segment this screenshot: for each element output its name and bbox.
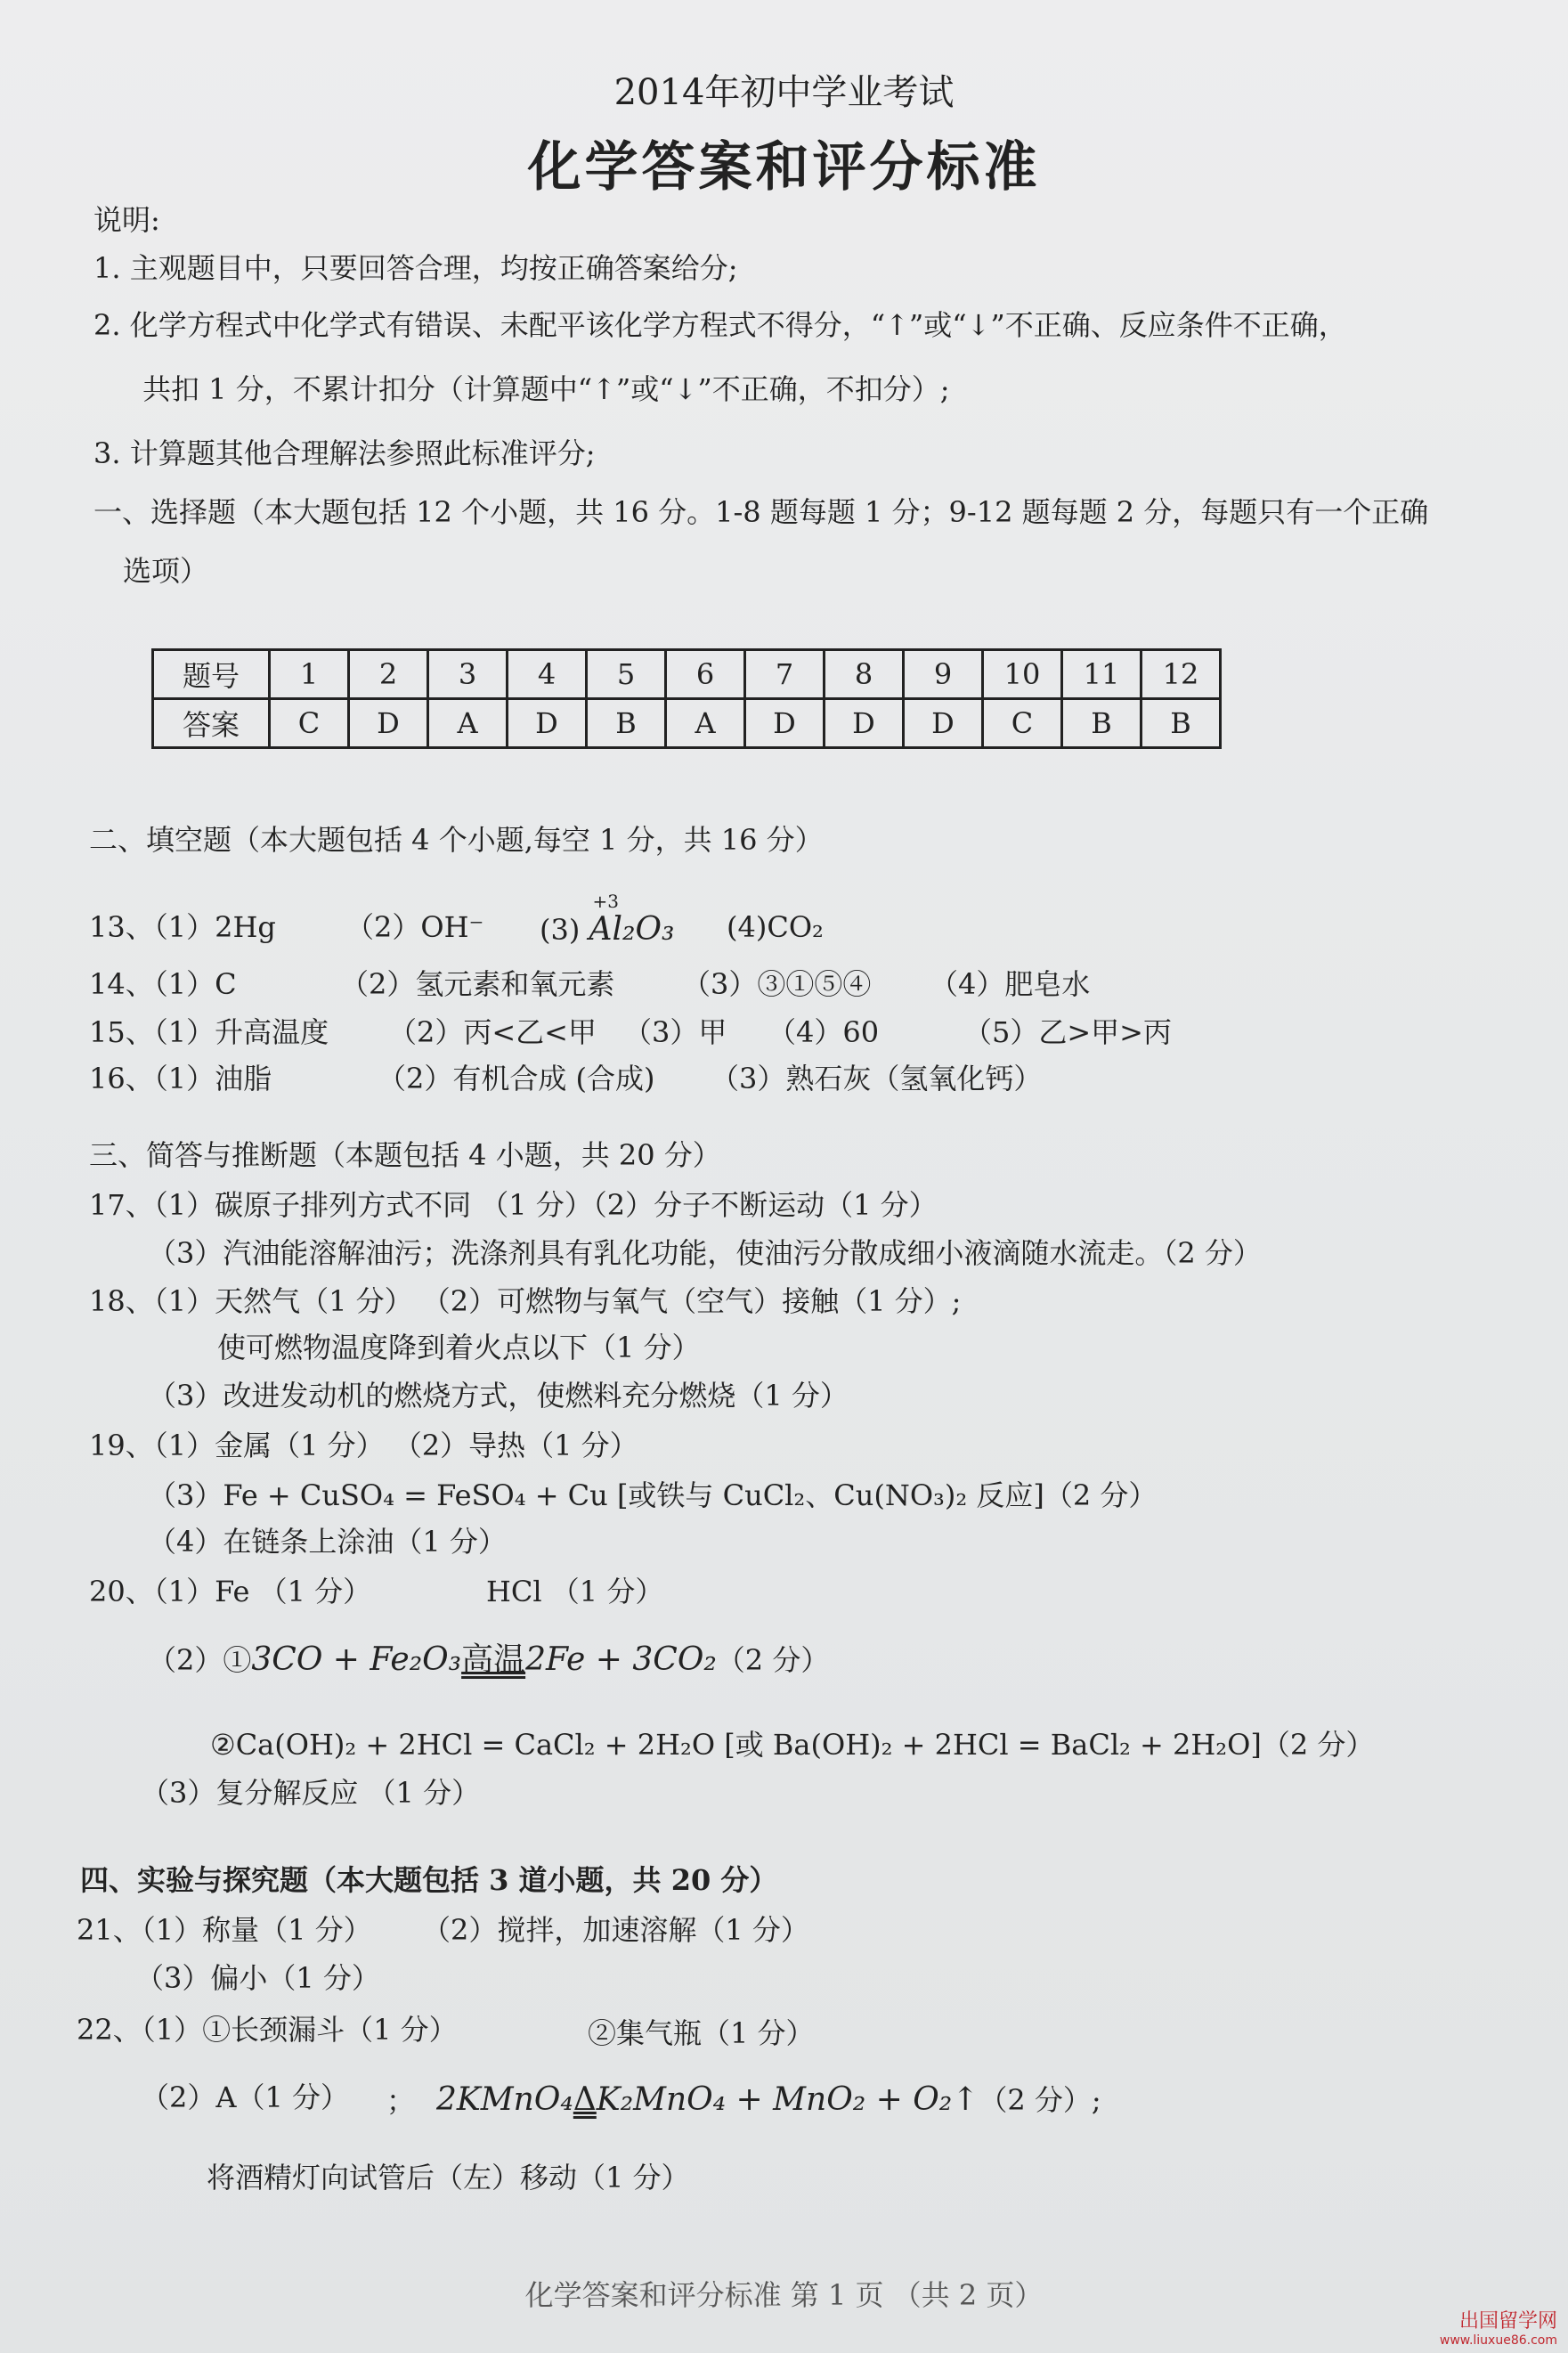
q16-part3: （3）熟石灰（氢氧化钙） bbox=[711, 1062, 1043, 1095]
q16-part2: （2）有机合成 (合成) bbox=[378, 1062, 655, 1095]
alumina-formula: Al₂O₃ bbox=[589, 911, 675, 948]
q22-heat-condition: Δ bbox=[573, 2081, 597, 2118]
note-1: 1. 主观题目中，只要回答合理，均按正确答案给分; bbox=[93, 251, 738, 285]
q22-line1b: ②集气瓶（1 分） bbox=[588, 2016, 815, 2050]
table-cell: 6 bbox=[666, 650, 745, 699]
note-2: 2. 化学方程式中化学式有错误、未配平该化学方程式不得分，“↑”或“↓”不正确、反应条件不正确， bbox=[93, 308, 1347, 342]
q19-line3: （4）在链条上涂油（1 分） bbox=[148, 1525, 507, 1559]
q13-part3 bbox=[540, 891, 675, 949]
q17-line1: 17、（1）碳原子排列方式不同 （1 分）（2）分子不断运动（1 分） bbox=[89, 1188, 938, 1222]
table-header-number: 题号 bbox=[153, 650, 270, 699]
q22-equation-products: K₂MnO₄ + MnO₂ + O₂↑ bbox=[596, 2081, 979, 2118]
q17-line2: （3）汽油能溶解油污；洗涤剂具有乳化功能，使油污分散成细小液滴随水流走。（2 分） bbox=[148, 1236, 1262, 1270]
table-header-answer: 答案 bbox=[153, 699, 270, 748]
table-cell: D bbox=[904, 699, 983, 748]
table-cell: D bbox=[745, 699, 825, 748]
q22-line3: 将酒精灯向试管后（左）移动（1 分） bbox=[207, 2161, 690, 2194]
q20-line3: ②Ca(OH)₂ + 2HCl = CaCl₂ + 2H₂O [或 Ba(OH)₂ + 2HCl = BaCl₂ + 2H₂O]（2 分） bbox=[210, 1728, 1375, 1762]
q16-part1: 16、（1）油脂 bbox=[89, 1062, 272, 1095]
table-cell: D bbox=[349, 699, 428, 748]
table-cell: 10 bbox=[983, 650, 1062, 699]
table-cell: D bbox=[825, 699, 904, 748]
q20-line1a: 20、（1）Fe （1 分） bbox=[89, 1575, 372, 1608]
table-cell: 3 bbox=[428, 650, 508, 699]
table-cell: D bbox=[508, 699, 587, 748]
exam-title: 2014年初中学业考试 bbox=[613, 72, 955, 113]
table-cell: 11 bbox=[1062, 650, 1141, 699]
q15-part3: （3）甲 bbox=[623, 1015, 727, 1049]
table-row-answers bbox=[153, 699, 1221, 748]
choice-answer-table bbox=[151, 648, 1222, 749]
section3-heading: 三、简答与推断题（本题包括 4 小题，共 20 分） bbox=[89, 1138, 721, 1172]
q18-line3: （3）改进发动机的燃烧方式，使燃料充分燃烧（1 分） bbox=[148, 1379, 849, 1413]
q22-separator: ； bbox=[386, 2084, 416, 2118]
q20-line4: （3）复分解反应 （1 分） bbox=[141, 1776, 481, 1810]
section1-heading: 一、选择题（本大题包括 12 个小题，共 16 分。1-8 题每题 1 分；9-12 题每题 2 分，每题只有一个正确 bbox=[93, 495, 1429, 529]
table-cell: 12 bbox=[1141, 650, 1221, 699]
table-cell: C bbox=[983, 699, 1062, 748]
q19-line1: 19、（1）金属（1 分） （2）导热（1 分） bbox=[89, 1429, 638, 1462]
q19-line2: （3）Fe + CuSO₄ = FeSO₄ + Cu [或铁与 CuCl₂、Cu(NO₃)₂ 反应]（2 分） bbox=[148, 1478, 1158, 1512]
answer-key-title: 化学答案和评分标准 bbox=[527, 136, 1041, 199]
table-cell: 2 bbox=[349, 650, 428, 699]
q20-reaction-condition: 高温 bbox=[461, 1641, 526, 1678]
q21-line1a: 21、（1）称量（1 分） bbox=[77, 1913, 372, 1947]
q18-line1: 18、（1）天然气（1 分） （2）可燃物与氧气（空气）接触（1 分）; bbox=[89, 1284, 962, 1318]
q14-part4: （4）肥皂水 bbox=[930, 967, 1091, 1001]
note-3: 3. 计算题其他合理解法参照此标准评分; bbox=[93, 436, 596, 470]
table-cell: 1 bbox=[270, 650, 349, 699]
q20-equation-products: 2Fe + 3CO₂ bbox=[525, 1641, 717, 1678]
q22-equation-reactant: 2KMnO₄ bbox=[436, 2081, 573, 2118]
q22-line1a: 22、（1）①长颈漏斗（1 分） bbox=[77, 2013, 458, 2047]
table-cell: 5 bbox=[587, 650, 666, 699]
q21-line2: （3）偏小（1 分） bbox=[135, 1961, 380, 1995]
table-cell: 7 bbox=[745, 650, 825, 699]
section1-heading-continued: 选项） bbox=[123, 554, 209, 588]
table-row-numbers bbox=[153, 650, 1221, 699]
q14-part2: （2）氢元素和氧元素 bbox=[340, 967, 615, 1001]
watermark-main: 出国留学网 bbox=[1458, 2310, 1557, 2333]
table-cell: A bbox=[428, 699, 508, 748]
q21-line1b: （2）搅拌，加速溶解（1 分） bbox=[422, 1913, 809, 1947]
table-cell: 8 bbox=[825, 650, 904, 699]
table-cell: B bbox=[1062, 699, 1141, 748]
q20-equation-reactants: 3CO + Fe₂O₃ bbox=[251, 1641, 462, 1678]
q14-part3: （3）③①⑤④ bbox=[682, 967, 872, 1001]
q13-part4: (4)CO₂ bbox=[727, 910, 824, 944]
section2-heading: 二、填空题（本大题包括 4 个小题,每空 1 分，共 16 分） bbox=[89, 823, 824, 857]
q13-part2: （2）OH⁻ bbox=[345, 910, 484, 944]
q20-line1b: HCl （1 分） bbox=[486, 1575, 664, 1608]
table-cell: 4 bbox=[508, 650, 587, 699]
valence-mark: +3 bbox=[592, 891, 619, 912]
table-cell: B bbox=[587, 699, 666, 748]
q15-part5: （5）乙>甲>丙 bbox=[963, 1015, 1172, 1049]
q13-part1: 13、（1）2Hg bbox=[89, 910, 276, 944]
q14-part1: 14、（1）C bbox=[89, 967, 237, 1001]
q22-equation-line bbox=[436, 2080, 1101, 2119]
table-cell: A bbox=[666, 699, 745, 748]
q18-line2: 使可燃物温度降到着火点以下（1 分） bbox=[217, 1331, 701, 1364]
table-cell: B bbox=[1141, 699, 1221, 748]
q15-part2: （2）丙<乙<甲 bbox=[388, 1015, 597, 1049]
q22-line2a: （2）A（1 分） bbox=[141, 2080, 350, 2114]
site-watermark bbox=[1440, 2306, 1557, 2348]
table-cell: C bbox=[270, 699, 349, 748]
page-footer: 化学答案和评分标准 第 1 页 （共 2 页） bbox=[524, 2278, 1044, 2312]
table-cell: 9 bbox=[904, 650, 983, 699]
q20-equation-score: （2 分） bbox=[716, 1643, 830, 1677]
q15-part1: 15、（1）升高温度 bbox=[89, 1015, 329, 1049]
q13-part3-label: (3) bbox=[540, 913, 589, 947]
note-2-continued: 共扣 1 分，不累计扣分（计算题中“↑”或“↓”不正确，不扣分）; bbox=[142, 372, 950, 406]
q22-equation-score: （2 分）; bbox=[979, 2083, 1101, 2117]
q15-part4: （4）60 bbox=[768, 1015, 880, 1049]
watermark-url: www.liuxue86.com bbox=[1439, 2333, 1557, 2348]
notes-heading: 说明: bbox=[93, 203, 160, 237]
section4-heading: 四、实验与探究题（本大题包括 3 道小题，共 20 分） bbox=[80, 1863, 778, 1897]
q20-equation-label: （2）① bbox=[148, 1643, 252, 1677]
q20-equation-line bbox=[148, 1641, 829, 1679]
